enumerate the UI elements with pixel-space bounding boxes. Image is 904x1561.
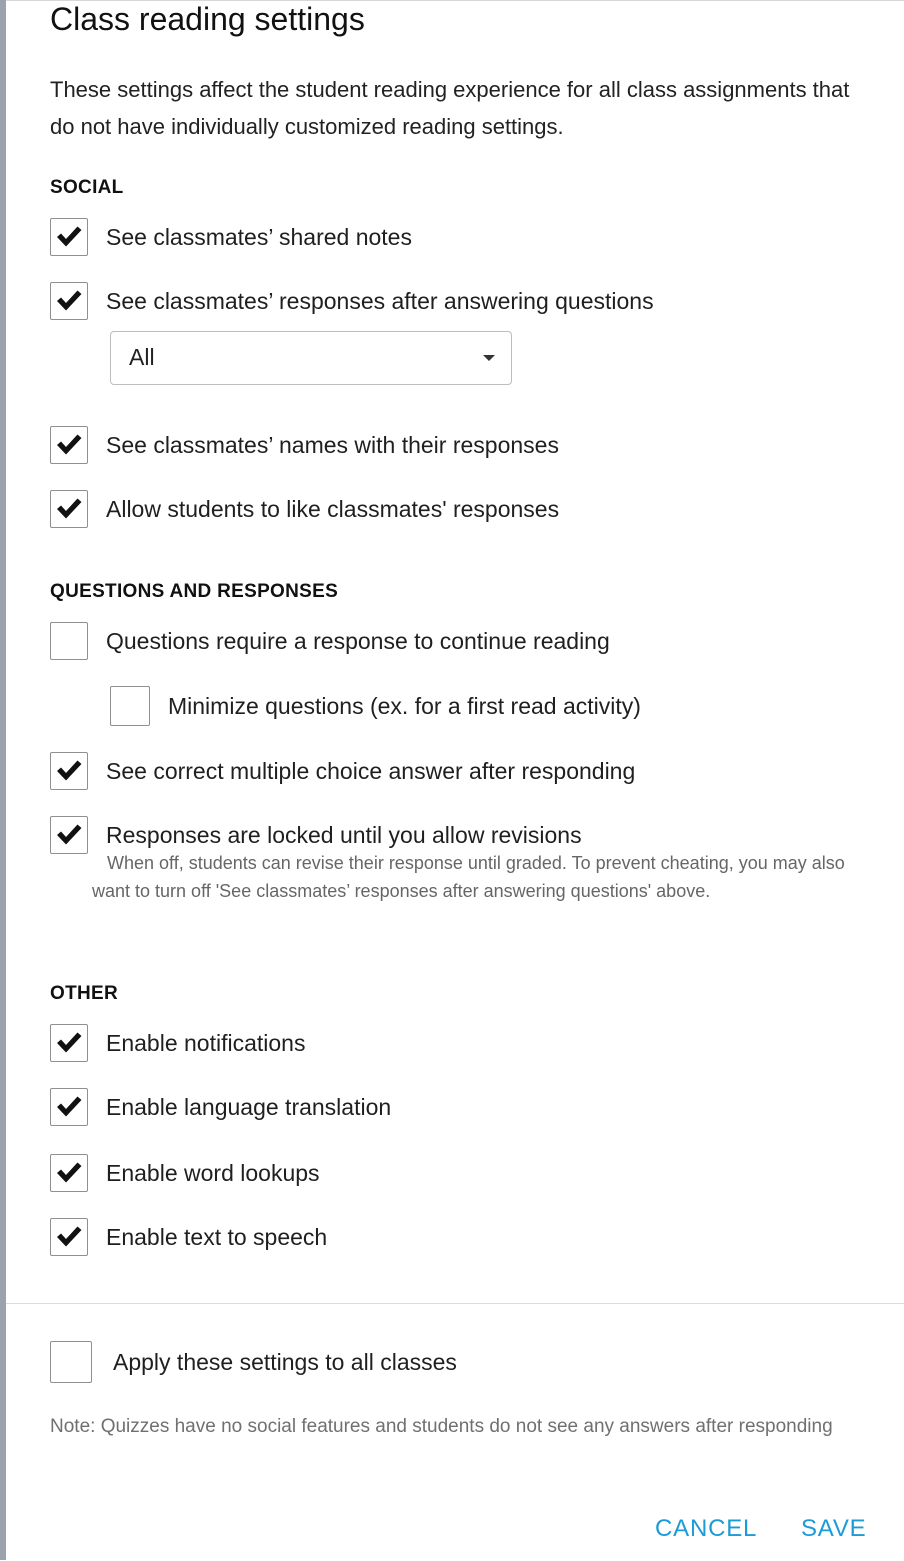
- checkmark-icon: [55, 496, 83, 522]
- label-shared-notes: See classmates’ shared notes: [106, 223, 412, 250]
- checkmark-icon: [55, 288, 83, 314]
- label-minimize-questions: Minimize questions (ex. for a first read activity): [168, 692, 641, 719]
- caret-down-icon: [483, 355, 495, 361]
- option-responses-after-answering[interactable]: [50, 282, 654, 320]
- checkbox-minimize-questions[interactable]: [110, 686, 150, 726]
- label-apply-all-classes: Apply these settings to all classes: [113, 1348, 457, 1375]
- label-text-to-speech: Enable text to speech: [106, 1223, 328, 1250]
- option-minimize-questions[interactable]: [110, 686, 641, 726]
- option-correct-mc-answer[interactable]: [50, 752, 635, 790]
- checkbox-shared-notes[interactable]: [50, 218, 88, 256]
- label-translation: Enable language translation: [106, 1093, 392, 1120]
- option-names-with-responses[interactable]: [50, 426, 559, 464]
- checkmark-icon: [55, 822, 83, 848]
- checkmark-icon: [55, 1224, 83, 1250]
- checkbox-text-to-speech[interactable]: [50, 1218, 88, 1256]
- responses-filter-value: All: [129, 344, 155, 370]
- label-names-with-responses: See classmates’ names with their responses: [106, 431, 559, 458]
- responses-locked-helper: When off, students can revise their response until graded. To prevent cheating, you may also want to turn off 'See classmates’ responses after answering questions' above.: [92, 853, 845, 901]
- cancel-button[interactable]: CANCEL: [655, 1515, 758, 1542]
- checkbox-apply-all-classes[interactable]: [50, 1341, 92, 1383]
- checkbox-word-lookups[interactable]: [50, 1154, 88, 1192]
- checkbox-names-with-responses[interactable]: [50, 426, 88, 464]
- option-apply-all-classes[interactable]: [50, 1341, 457, 1383]
- checkbox-translation[interactable]: [50, 1088, 88, 1126]
- option-translation[interactable]: [50, 1088, 391, 1126]
- checkbox-notifications[interactable]: [50, 1024, 88, 1062]
- section-heading-social: SOCIAL: [50, 177, 124, 198]
- label-notifications: Enable notifications: [106, 1029, 306, 1056]
- option-word-lookups[interactable]: [50, 1154, 320, 1192]
- option-shared-notes[interactable]: [50, 218, 412, 256]
- label-responses-after-answering: See classmates’ responses after answering questions: [106, 287, 654, 314]
- dialog-intro: These settings affect the student reading experience for all class assignments that do not have individually customized reading settings.: [50, 77, 850, 139]
- checkbox-responses-after-answering[interactable]: [50, 282, 88, 320]
- checkbox-require-response[interactable]: [50, 622, 88, 660]
- responses-filter-select[interactable]: [110, 331, 512, 385]
- checkbox-like-responses[interactable]: [50, 490, 88, 528]
- checkmark-icon: [55, 1030, 83, 1056]
- footer-divider: [6, 1303, 904, 1304]
- quizzes-note: Note: Quizzes have no social features and students do not see any answers after responding: [50, 1416, 833, 1437]
- checkbox-correct-mc-answer[interactable]: [50, 752, 88, 790]
- option-notifications[interactable]: [50, 1024, 305, 1062]
- checkmark-icon: [55, 1160, 83, 1186]
- checkbox-responses-locked[interactable]: [50, 816, 88, 854]
- label-like-responses: Allow students to like classmates' responses: [106, 495, 560, 522]
- option-text-to-speech[interactable]: [50, 1218, 327, 1256]
- option-like-responses[interactable]: [50, 490, 559, 528]
- checkmark-icon: [55, 432, 83, 458]
- checkmark-icon: [55, 758, 83, 784]
- label-require-response: Questions require a response to continue reading: [106, 627, 610, 654]
- label-responses-locked: Responses are locked until you allow revisions: [106, 821, 582, 848]
- option-require-response[interactable]: [50, 622, 610, 660]
- checkmark-icon: [55, 224, 83, 250]
- label-correct-mc-answer: See correct multiple choice answer after responding: [106, 757, 636, 784]
- checkmark-icon: [55, 1094, 83, 1120]
- dialog-title: Class reading settings: [50, 1, 365, 37]
- save-button[interactable]: SAVE: [801, 1515, 867, 1542]
- section-heading-questions: QUESTIONS AND RESPONSES: [50, 581, 339, 602]
- section-heading-other: OTHER: [50, 983, 118, 1004]
- reading-settings-dialog: [6, 0, 904, 1561]
- label-word-lookups: Enable word lookups: [106, 1159, 320, 1186]
